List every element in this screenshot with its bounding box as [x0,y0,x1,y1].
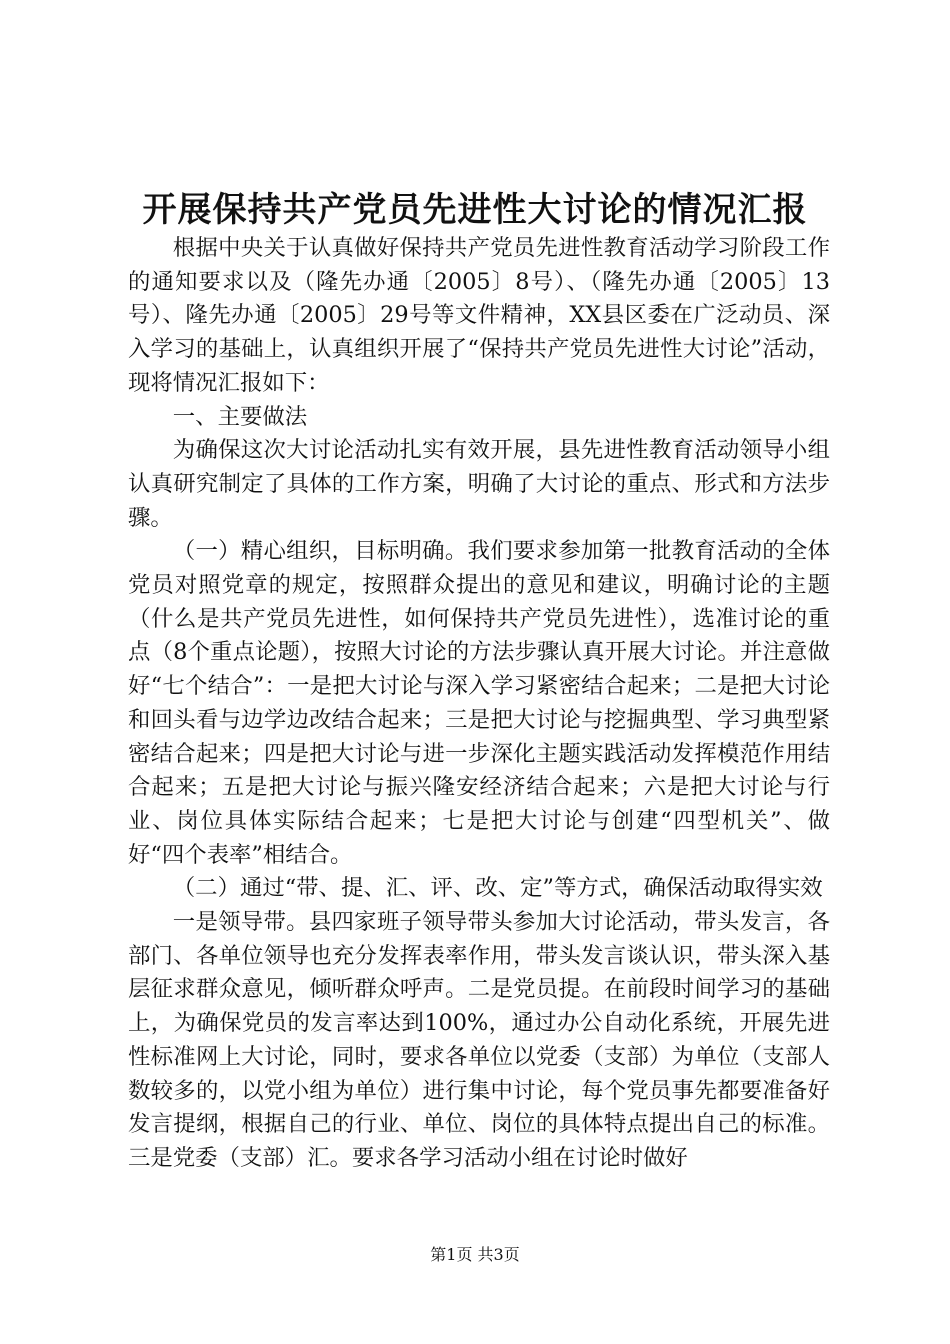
paragraph-part-two-heading: （二）通过“带、提、汇、评、改、定”等方式，确保活动取得实效 [172,875,823,902]
paragraph-overview: 为确保这次大讨论活动扎实有效开展，县先进性教育活动领导小组认真研究制定了具体的工作方案，明确了大讨论的重点、形式和方法步骤。 [128,437,830,531]
paragraph-part-one: （一）精心组织，目标明确。我们要求参加第一批教育活动的全体党员对照党章的规定，按照群众提出的意见和建议，明确讨论的主题（什么是共产党员先进性，如何保持共产党员先进性），选准讨论的重点（8个重点论题），按照大讨论的方法步骤认真开展大讨论。并注意做好“七个结合”：一是把大讨论与深入学习紧密结合起来；二是把大讨论和回头看与边学边改结合起来；三是把大讨论与挖掘典型、学习典型紧密结合起来；四是把大讨论与进一步深化主题实践活动发挥模范作用结合起来；五是把大讨论与振兴隆安经济结合起来；六是把大讨论与行业、岗位具体实际结合起来；七是把大讨论与创建“四型机关”、做好“四个表率”相结合。 [128,538,830,868]
paragraph-part-two-body: 一是领导带。县四家班子领导带头参加大讨论活动，带头发言，各部门、各单位领导也充分发挥表率作用，带头发言谈认识，带头深入基层征求群众意见，倾听群众呼声。二是党员提。在前段时间学习的基础上，为确保党员的发言率达到100%，通过办公自动化系统，开展先进性标准网上大讨论，同时，要求各单位以党委（支部）为单位（支部人数较多的，以党小组为单位）进行集中讨论，每个党员事先都要准备好发言提纲，根据自己的行业、单位、岗位的具体特点提出自己的标准。三是党委（支部）汇。要求各学习活动小组在讨论时做好 [128,909,830,1171]
document-title: 开展保持共产党员先进性大讨论的情况汇报 [142,190,808,230]
page-footer: 第1页 共3页 [430,1245,520,1264]
section-heading-main-practices: 一、主要做法 [172,403,308,430]
document-body [128,232,830,1176]
paragraph-intro: 根据中央关于认真做好保持共产党员先进性教育活动学习阶段工作的通知要求以及（隆先办通〔2005〕8号）、（隆先办通〔2005〕13号）、隆先办通〔2005〕29号等文件精神，XX县区委在广泛动员、深入学习的基础上，认真组织开展了“保持共产党员先进性大讨论”活动，现将情况汇报如下： [128,235,830,396]
